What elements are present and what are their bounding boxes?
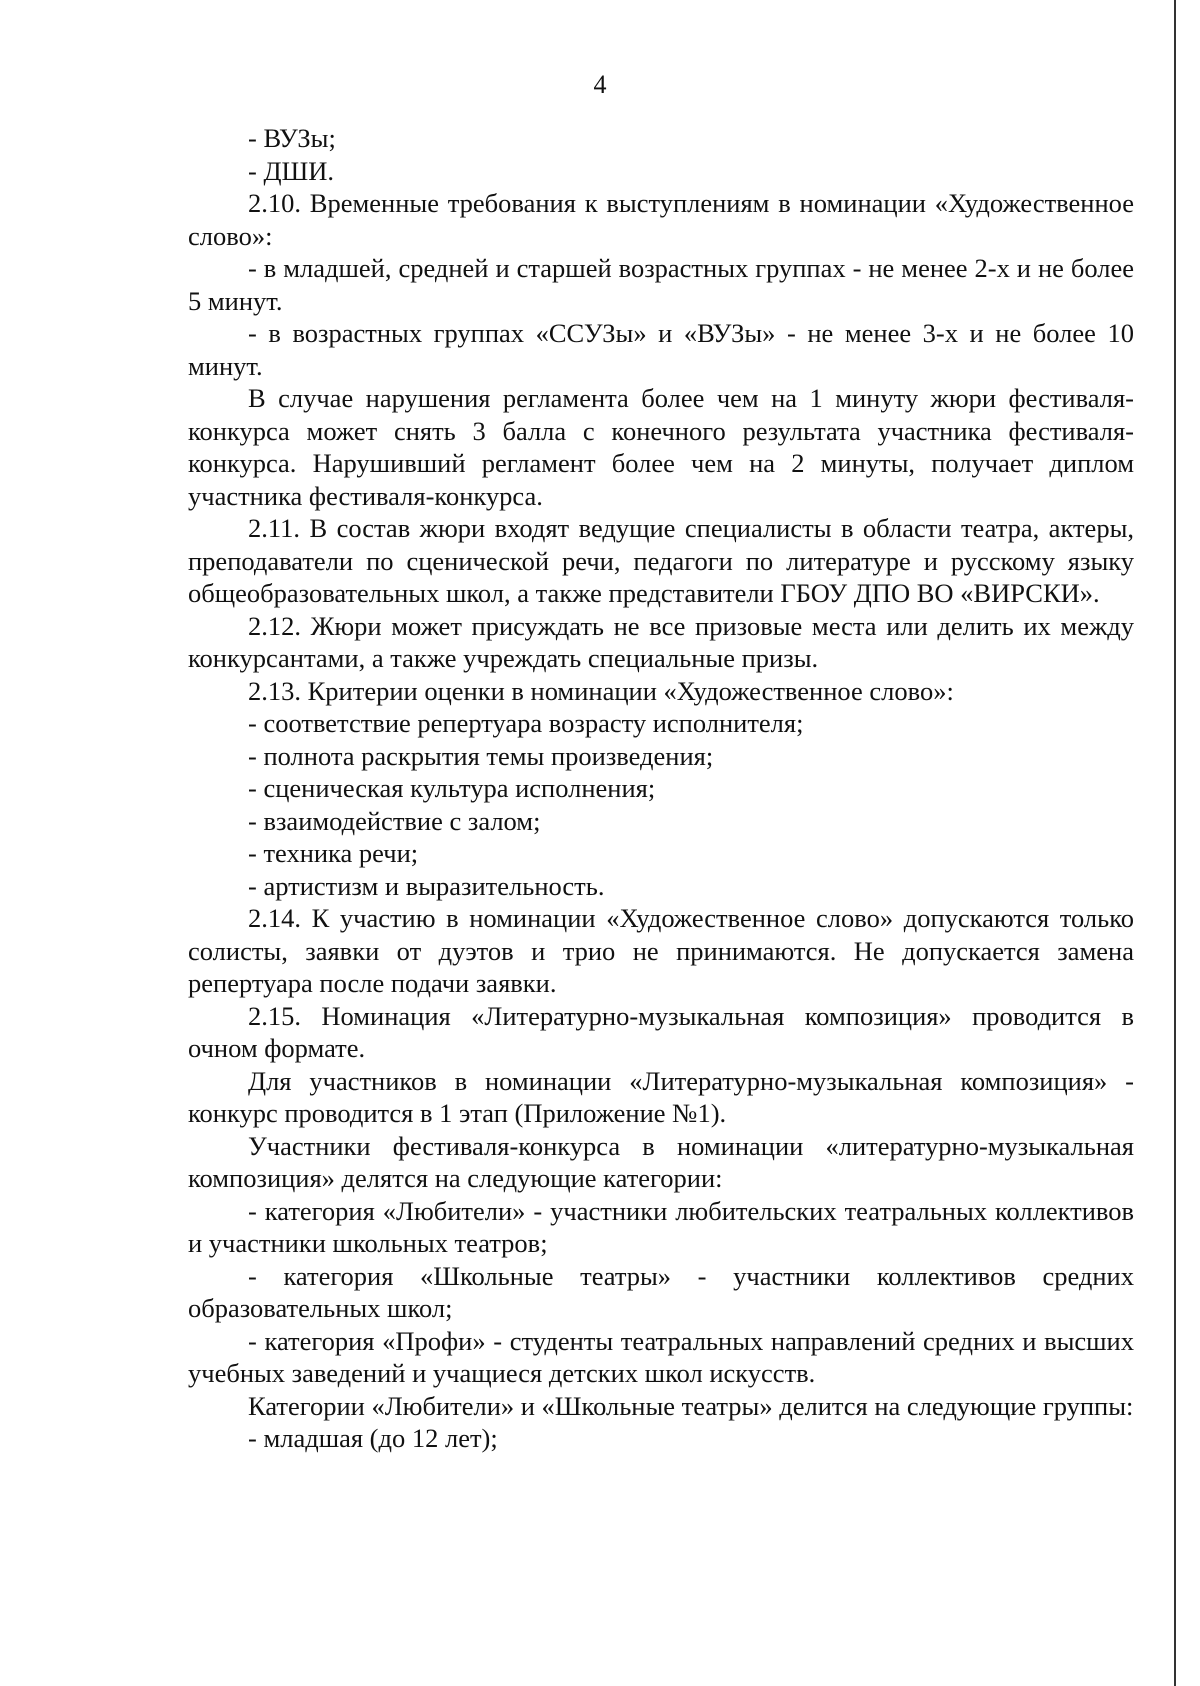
- document-body: [188, 122, 1134, 1455]
- list-item: - техника речи;: [248, 838, 419, 868]
- paragraph: 2.12. Жюри может присуждать не все призовые места или делить их между конкурсантами, а также учреждать специальные призы.: [188, 610, 1134, 673]
- paragraph: 2.15. Номинация «Литературно-музыкальная композиция» проводится в очном формате.: [188, 1000, 1134, 1063]
- list-item: - артистизм и выразительность.: [248, 870, 605, 901]
- list-item: - младшая (до 12 лет);: [248, 1423, 498, 1453]
- list-item: - полнота раскрытия темы произведения;: [248, 740, 714, 771]
- paragraph: - в возрастных группах «ССУЗы» и «ВУЗы» - не менее 3-х и не более 10 минут.: [188, 318, 1134, 381]
- list-item: - категория «Школьные театры» - участники коллективов средних образовательных школ;: [188, 1260, 1134, 1323]
- paragraph: - в младшей, средней и старшей возрастных группах - не менее 2-х и не более 5 минут.: [188, 253, 1134, 316]
- list-item: - взаимодействие с залом;: [248, 805, 541, 836]
- list-item: - категория «Профи» - студенты театральных направлений средних и высших учебных заведений и учащиеся детских школ искусств.: [188, 1325, 1134, 1388]
- paragraph: - ДШИ.: [248, 155, 335, 186]
- paragraph: 2.14. К участию в номинации «Художественное слово» допускаются только солисты, заявки от дуэтов и трио не принимаются. Не допускается замена репертуара после подачи заявки.: [188, 903, 1134, 998]
- list-item: - сценическая культура исполнения;: [248, 773, 656, 803]
- paragraph: Для участников в номинации «Литературно-музыкальная композиция» - конкурс проводится в 1 этап (Приложение №1).: [188, 1065, 1134, 1128]
- page-number: 4: [593, 70, 607, 99]
- paragraph: Участники фестиваля-конкурса в номинации «литературно-музыкальная композиция» делятся на следующие категории:: [188, 1130, 1134, 1193]
- paragraph: 2.11. В состав жюри входят ведущие специалисты в области театра, актеры, преподаватели по сценической речи, педагоги по литературе и русскому языку общеобразовательных школ, а также представители ГБОУ ДПО ВО «ВИРСКИ».: [188, 513, 1134, 608]
- paragraph: 2.13. Критерии оценки в номинации «Художественное слово»:: [248, 675, 954, 706]
- list-item: - категория «Любители» - участники любительских театральных коллективов и участники школьных театров;: [188, 1195, 1134, 1258]
- paragraph: 2.10. Временные требования к выступлениям в номинации «Художественное слово»:: [188, 188, 1134, 251]
- paragraph: Категории «Любители» и «Школьные театры» делится на следующие группы:: [248, 1390, 1134, 1421]
- list-item: - соответствие репертуара возрасту исполнителя;: [248, 708, 804, 738]
- paragraph: В случае нарушения регламента более чем на 1 минуту жюри фестиваля-конкурса может снять 3 балла с конечного результата участника фестиваля-конкурса. Нарушивший регламент более чем на 2 минуты, получает диплом участника фестиваля-конкурса.: [188, 383, 1134, 511]
- paragraph: - ВУЗы;: [248, 123, 336, 153]
- page-edge-line: [1174, 0, 1176, 1686]
